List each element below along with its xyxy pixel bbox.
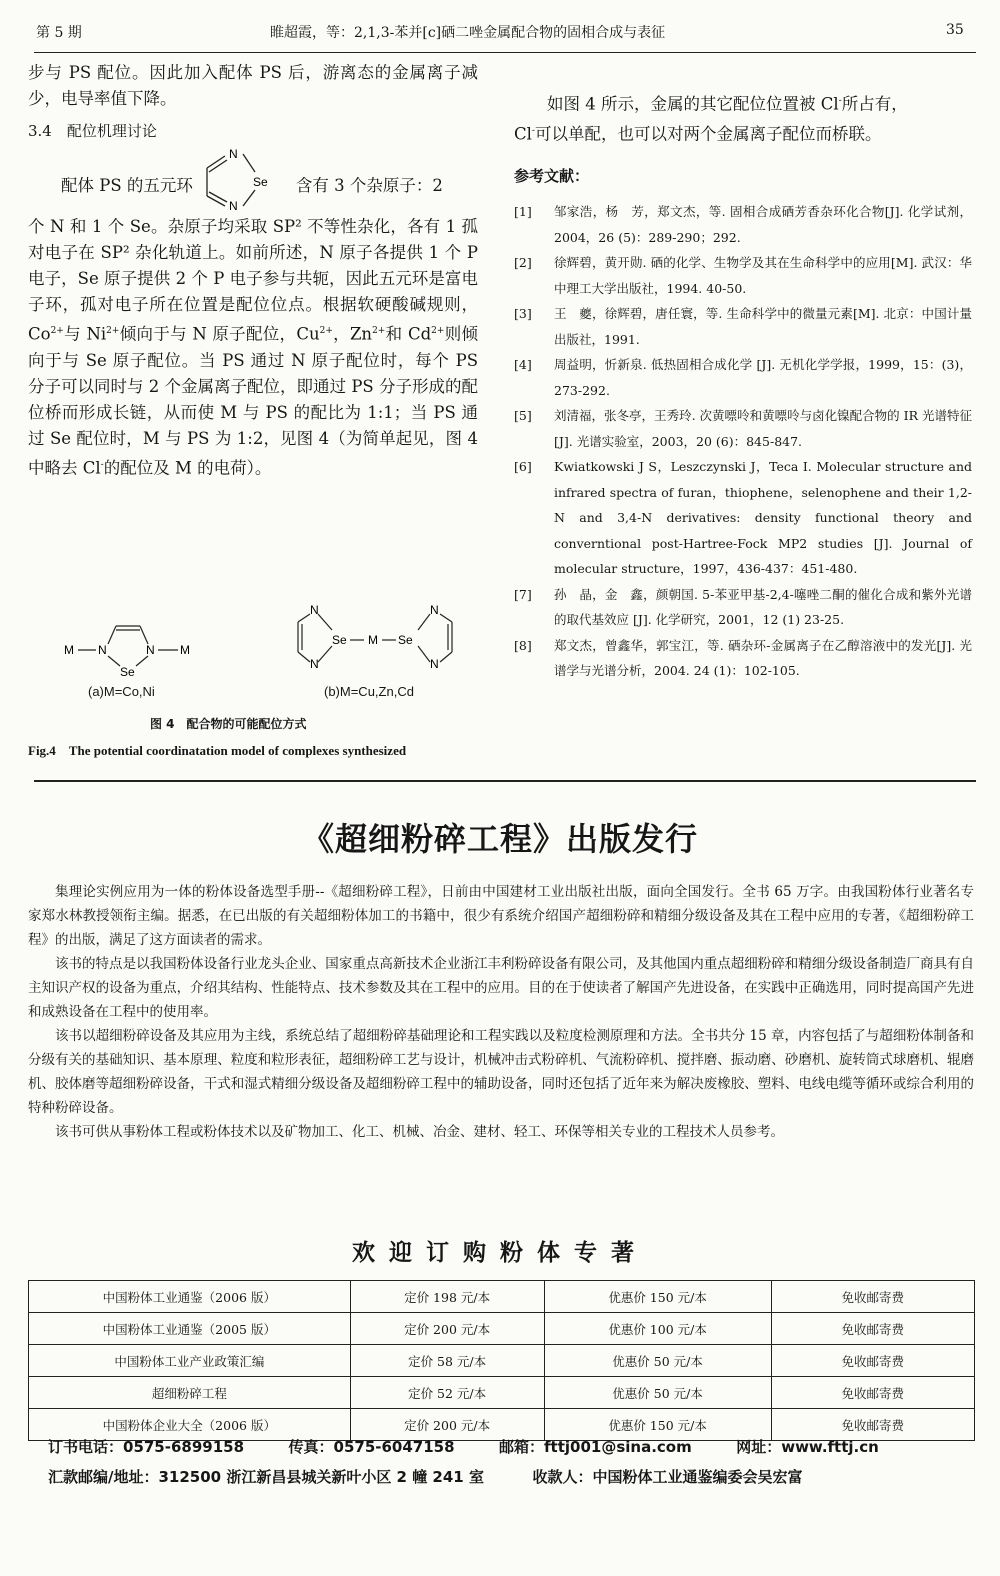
table-cell: 定价 200 元/本 <box>350 1313 544 1345</box>
svg-text:Se: Se <box>398 633 413 647</box>
ring-atom-n-top: N <box>228 147 238 161</box>
fax-number: 传真：0575-6047158 <box>288 1438 455 1456</box>
email-address: 邮箱：fttj001@sina.com <box>499 1438 692 1456</box>
reference-item <box>514 250 972 301</box>
announcement-paragraph: 集理论实例应用为一体的粉体设备选型手册--《超细粉碎工程》，日前由中国建材工业出版社出版，面向全国发行。全书 65 万字。由我国粉体行业著名专家郑水林教授领衔主编。据悉，在已出版的有关超细粉体加工的书籍中，很少有系统介绍国产超细粉碎和精细分级设备及其在工程中应用的专著，《超细粉碎工程》的出版，满足了这方面读者的需求。 <box>28 884 974 948</box>
page-number: 35 <box>946 22 964 38</box>
reference-text: 王 夔，徐辉碧，唐任寰，等. 生命科学中的微量元素[M]. 北京：中国计量出版社，1991. <box>554 306 972 347</box>
book-price-table <box>28 1280 975 1441</box>
reference-text: 刘清福，张冬亭，王秀玲. 次黄嘌呤和黄嘌呤与卤化镍配合物的 IR 光谱特征[J]. 光谱实验室，2003，20 (6)：845-847. <box>554 408 972 449</box>
table-cell: 优惠价 150 元/本 <box>544 1281 771 1313</box>
running-header-title: 睢超霞，等：2,1,3-苯并[c]硒二唑金属配合物的固相合成与表征 <box>270 25 666 41</box>
reference-text: 郑文杰，曾鑫华，郭宝江，等. 硒杂环-金属离子在乙醇溶液中的发光[J]. 光谱学与光谱分析，2004. 24 (1)：102-105. <box>554 637 972 678</box>
figure-4b-se-coordinated-structure <box>298 604 452 671</box>
reference-text: 周益明，忻新泉. 低热固相合成化学 [J]. 无机化学学报，1999，15：(3)，273-292. <box>554 357 972 398</box>
table-cell: 定价 52 元/本 <box>350 1377 544 1409</box>
remittance-address: 汇款邮编/地址：312500 浙江新昌县城关新叶小区 2 幢 241 室 <box>48 1468 484 1486</box>
reference-number: [3] <box>514 306 532 321</box>
table-cell: 中国粉体工业产业政策汇编 <box>29 1345 351 1377</box>
table-cell: 优惠价 50 元/本 <box>544 1377 771 1409</box>
svg-text:N: N <box>146 643 155 657</box>
section-divider-rule <box>34 780 976 782</box>
ps-ligand-inline-row <box>28 147 478 214</box>
selenadiazole-ring-structure <box>197 146 292 212</box>
table-cell: 定价 58 元/本 <box>350 1345 544 1377</box>
reference-item <box>514 199 972 250</box>
svg-text:M: M <box>368 633 378 647</box>
table-row <box>29 1313 975 1345</box>
reference-item <box>514 582 972 633</box>
reference-item <box>514 403 972 454</box>
table-cell: 免收邮寄费 <box>771 1409 974 1441</box>
paragraph-coordination-mechanism: 个 N 和 1 个 Se。杂原子均采取 SP² 不等性杂化，各有 1 孤对电子在 SP² 杂化轨道上。如前所述，N 原子各提供 1 个 P 电子，Se 原子提供 2 个 P 电子参与共轭，因此五元环是富电子环，孤对电子所在位置是配位位点。根据软硬酸碱规则，$Co^{2+}$与 $Ni^{2+}$倾向于与 N 原子配位，$Cu^{2+}$，$Zn^{2+}$和 $Cd^{2+}$则倾向于与 Se 原子配位。当 PS 通过 N 原子配位时，每个 PS 分子可以同时与 2 个金属离子配位，即通过 PS 分子形成的配位桥而形成长链，从而使 M 与 PS 的配比为 1:1；当 PS 通过 Se 配位时，M 与 PS 为 1:2，见图 4（为简单起见，图 4 中略去 Cl-的配位及 M 的电荷）。 <box>28 217 478 477</box>
table-cell: 超细粉碎工程 <box>29 1377 351 1409</box>
table-row <box>29 1377 975 1409</box>
table-cell: 中国粉体企业大全（2006 版） <box>29 1409 351 1441</box>
ring-atom-n-bottom: N <box>228 199 238 212</box>
figure-4-caption-cn: 图 4 配合物的可能配位方式 <box>150 717 307 731</box>
references-heading: 参考文献： <box>514 167 590 185</box>
table-row <box>29 1281 975 1313</box>
reference-number: [4] <box>514 357 532 372</box>
svg-text:N: N <box>98 643 107 657</box>
order-phone: 订书电话：0575-6899158 <box>48 1438 245 1456</box>
svg-text:Se: Se <box>120 665 135 679</box>
svg-text:N: N <box>430 604 439 617</box>
running-header-issue: 第 5 期 <box>36 25 82 41</box>
figure-4b-label: (b)M=Cu,Zn,Cd <box>324 684 414 699</box>
contact-line-1 <box>48 1436 879 1457</box>
reference-number: [1] <box>514 204 532 219</box>
left-column <box>28 60 478 481</box>
website-url: 网址：www.fttj.cn <box>736 1438 879 1456</box>
reference-text: 徐辉碧，黄开勋. 硒的化学、生物学及其在生命科学中的应用[M]. 武汉：华中理工大学出版社，1994. 40-50. <box>554 255 972 296</box>
section-heading-3-4: 3.4 配位机理讨论 <box>28 122 157 140</box>
table-cell: 中国粉体工业通鉴（2006 版） <box>29 1281 351 1313</box>
announcement-title: 《超细粉碎工程》出版发行 <box>301 820 698 858</box>
announcement-paragraph: 该书可供从事粉体工程或粉体技术以及矿物加工、化工、机械、冶金、建材、轻工、环保等相关专业的工程技术人员参考。 <box>55 1124 784 1140</box>
announcement-paragraph: 该书的特点是以我国粉体设备行业龙头企业、国家重点高新技术企业浙江丰利粉碎设备有限公司，及其他国内重点超细粉碎和精细分级设备制造厂商具有自主知识产权的设备为重点，介绍其结构、性能特点、技术参数及其在工程中的应用。目的在于使读者了解国产先进设备，在实践中正确选用，同时提高国产先进和成熟设备在工程中的使用率。 <box>28 956 974 1020</box>
announcement-body <box>28 880 974 1144</box>
paragraph-ps-intro-b: 含有 3 个杂原子：2 <box>295 176 443 195</box>
table-row <box>29 1345 975 1377</box>
reference-number: [7] <box>514 586 532 602</box>
table-cell: 免收邮寄费 <box>771 1345 974 1377</box>
paragraph-continued: 步与 PS 配位。因此加入配体 PS 后，游离态的金属离子减少，电导率值下降。 <box>28 63 478 108</box>
contact-line-2 <box>48 1466 802 1487</box>
right-column <box>514 90 972 684</box>
svg-text:N: N <box>430 657 439 671</box>
reference-number: [6] <box>514 459 532 474</box>
table-cell: 优惠价 50 元/本 <box>544 1345 771 1377</box>
figure-4-caption-en: Fig.4 The potential coordinatation model of complexes synthesized <box>28 743 407 758</box>
svg-text:M: M <box>180 643 190 657</box>
table-cell: 中国粉体工业通鉴（2005 版） <box>29 1313 351 1345</box>
reference-item <box>514 454 972 582</box>
svg-text:N: N <box>310 604 319 617</box>
figure-4a-label: (a)M=Co,Ni <box>88 684 155 699</box>
reference-number: [5] <box>514 408 532 423</box>
table-cell: 定价 198 元/本 <box>350 1281 544 1313</box>
header-rule <box>34 52 976 53</box>
reference-list <box>514 199 972 684</box>
ring-atom-se: Se <box>252 175 268 189</box>
reference-item <box>514 633 972 684</box>
reference-text: 孙 晶，金 鑫，颜朝国. 5-苯亚甲基-2,4-噻唑二酮的催化合成和紫外光谱的取代基效应 [J]. 化学研究，2001，12 (1) 23-25. <box>554 586 972 627</box>
svg-text:N: N <box>310 657 319 671</box>
paragraph-chloride: 如图 4 所示，金属的其它配位位置被 Cl-所占有， Cl-可以单配，也可以对两个金属离子配位而桥联。 <box>514 94 908 143</box>
table-cell: 优惠价 150 元/本 <box>544 1409 771 1441</box>
reference-number: [2] <box>514 255 532 270</box>
paragraph-ps-intro-a: 配体 PS 的五元环 <box>61 176 193 195</box>
svg-text:M: M <box>64 643 74 657</box>
figure-4a-bridging-structure <box>64 626 190 679</box>
figure-4-coordination-models <box>60 604 460 696</box>
reference-item <box>514 301 972 352</box>
order-banner-title: 欢迎订购粉体专著 <box>352 1239 648 1266</box>
reference-number: [8] <box>514 637 532 653</box>
reference-item <box>514 352 972 403</box>
table-cell: 免收邮寄费 <box>771 1377 974 1409</box>
payee: 收款人：中国粉体工业通鉴编委会吴宏富 <box>532 1468 803 1486</box>
announcement-paragraph: 该书以超细粉碎设备及其应用为主线，系统总结了超细粉碎基础理论和工程实践以及粒度检测原理和方法。全书共分 15 章，内容包括了与超细粉体制备和分级有关的基础知识、基本原理、粒度和粒形表征，超细粉碎工艺与设计，机械冲击式粉碎机、气流粉碎机、搅拌磨、振动磨、砂磨机、旋转筒式球磨机、辊磨机、胶体磨等超细粉碎设备，干式和湿式精细分级设备及超细粉碎工程中的辅助设备，同时还包括了近年来为解决废橡胶、塑料、电线电缆等循环或综合利用的特种粉碎设备。 <box>28 1028 974 1116</box>
table-cell: 免收邮寄费 <box>771 1313 974 1345</box>
table-cell: 免收邮寄费 <box>771 1281 974 1313</box>
reference-text: Kwiatkowski J S，Leszczynski J，Teca I. Molecular structure and infrared spectra of furan，thiophene，selenophene and their 1,2-N and 3,4-N derivatives: density functional theory and converntional post-Hartree-Fock MP2 studies [J]. Journal of molecular structure，1997，436-437：451-480. <box>554 459 972 576</box>
table-cell: 定价 200 元/本 <box>350 1409 544 1441</box>
table-cell: 优惠价 100 元/本 <box>544 1313 771 1345</box>
svg-text:Se: Se <box>332 633 347 647</box>
reference-text: 邹家浩，杨 芳，郑文杰，等. 固相合成硒芳香杂环化合物[J]. 化学试剂，2004，26 (5)：289-290；292. <box>554 204 972 245</box>
